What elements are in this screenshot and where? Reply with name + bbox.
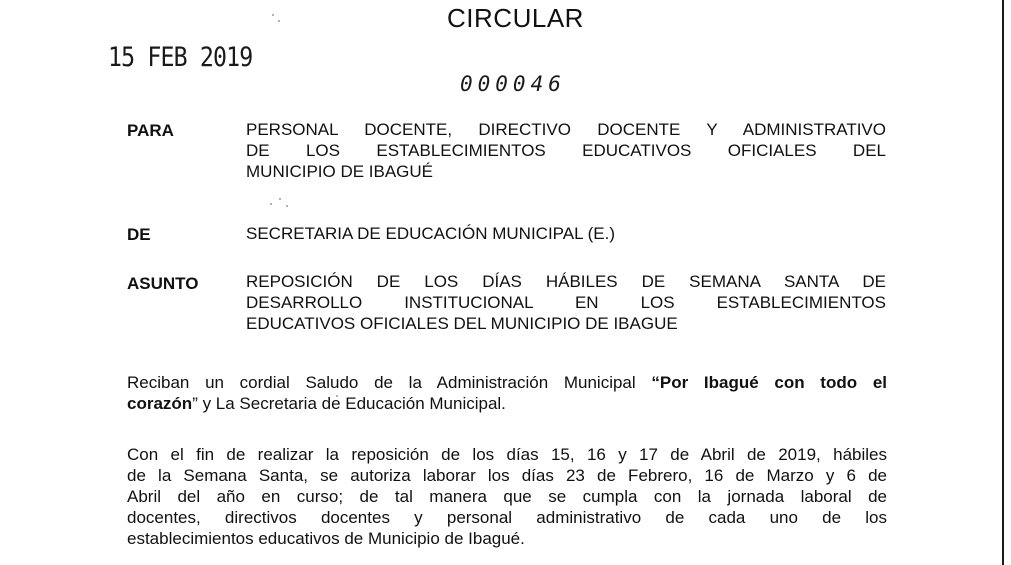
scan-speck bbox=[270, 203, 272, 205]
greeting-line-2 bbox=[127, 393, 887, 414]
para-label: PARA bbox=[127, 121, 174, 140]
asunto-value bbox=[246, 271, 886, 334]
reposition-paragraph bbox=[127, 444, 887, 549]
scan-speck bbox=[279, 198, 281, 200]
asunto-line-1: REPOSICIÓN DE LOS DÍAS HÁBILES DE SEMANA SANTA DE bbox=[246, 272, 886, 291]
para-line-2: DE LOS ESTABLECIMIENTOS EDUCATIVOS OFICIALES DEL bbox=[246, 141, 886, 160]
date-stamp: 15 FEB 2019 bbox=[108, 42, 253, 73]
greeting-slogan-2: corazón bbox=[127, 394, 193, 413]
de-value bbox=[246, 223, 886, 244]
asunto-line-2: DESARROLLO INSTITUCIONAL EN LOS ESTABLECIMIENTOS bbox=[246, 293, 886, 312]
para-line-1: PERSONAL DOCENTE, DIRECTIVO DOCENTE Y ADMINISTRATIVO bbox=[246, 120, 886, 139]
de-line-1: SECRETARIA DE EDUCACIÓN MUNICIPAL (E.) bbox=[246, 224, 616, 243]
document-title: CIRCULAR bbox=[447, 3, 584, 33]
de-label: DE bbox=[127, 225, 151, 244]
greeting-text-2: ” y La Secretaria de Educación Municipal. bbox=[192, 394, 506, 413]
para-line-3: MUNICIPIO DE IBAGUÉ bbox=[246, 162, 434, 181]
page-edge-border bbox=[1002, 0, 1004, 565]
greeting-line-1 bbox=[127, 372, 887, 393]
asunto-label: ASUNTO bbox=[127, 274, 199, 293]
paragraph-line-5: establecimientos educativos de Municipio de Ibagué. bbox=[127, 529, 525, 548]
para-value bbox=[246, 119, 886, 182]
paragraph-line-3: Abril del año en curso; de tal manera que se cumpla con la jornada laboral de bbox=[127, 487, 887, 506]
greeting-paragraph bbox=[127, 372, 887, 414]
greeting-slogan-1: “Por Ibagué con todo el bbox=[651, 373, 887, 392]
asunto-line-3: EDUCATIVOS OFICIALES DEL MUNICIPIO DE IBAGUE bbox=[246, 314, 678, 333]
scan-speck bbox=[286, 205, 288, 207]
circular-number: 000046 bbox=[460, 72, 566, 96]
paragraph-line-2: de la Semana Santa, se autoriza laborar los días 23 de Febrero, 16 de Marzo y 6 de bbox=[127, 466, 887, 485]
paragraph-line-4: docentes, directivos docentes y personal administrativo de cada uno de los bbox=[127, 508, 887, 527]
paragraph-line-1: Con el fin de realizar la reposición de los días 15, 16 y 17 de Abril de 2019, hábiles bbox=[127, 445, 887, 464]
greeting-text-1: Reciban un cordial Saludo de la Administración Municipal bbox=[127, 373, 652, 392]
